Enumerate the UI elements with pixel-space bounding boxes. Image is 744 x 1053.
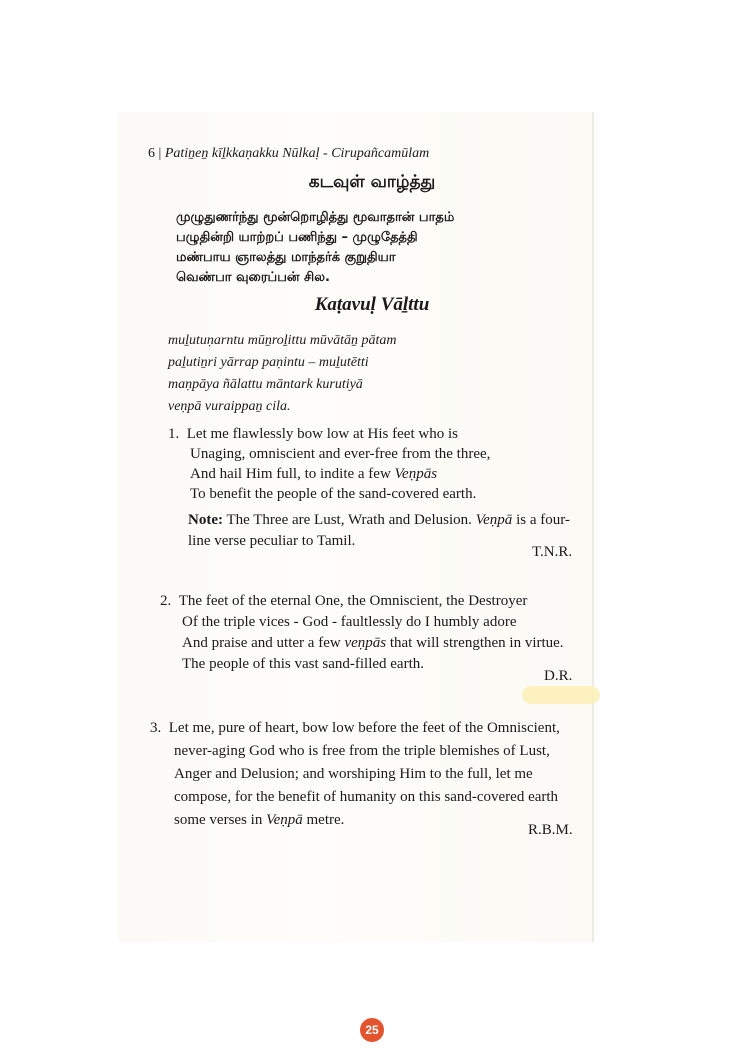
translation-number: 2.	[160, 593, 172, 609]
translator-signature: R.B.M.	[528, 822, 573, 838]
translator-signature: T.N.R.	[532, 544, 573, 560]
running-header	[148, 146, 429, 162]
translation-line: To benefit the people of the sand-covered earth.	[190, 486, 477, 502]
header-separator: |	[158, 146, 162, 161]
translit-line: paḻutiṉri yārrap paṇintu – muḻutētti	[168, 355, 369, 370]
transliterated-verse	[168, 330, 397, 418]
translation-line: Let me flawlessly bow low at His feet who is	[186, 426, 458, 442]
tamil-title: கடவுள் வாழ்த்து	[308, 172, 436, 192]
translator-signature: D.R.	[544, 668, 573, 684]
translation-2	[160, 591, 564, 675]
translation-line: some verses in Veṇpā metre.	[174, 812, 345, 828]
translation-number: 3.	[150, 720, 162, 736]
translit-line: maṇpāya ñālattu māntark kurutiyā	[168, 377, 363, 392]
note-label: Note:	[188, 512, 223, 528]
translation-number: 1.	[168, 426, 180, 442]
translation-line: The feet of the eternal One, the Omniscient, the Destroyer	[178, 593, 528, 609]
tamil-verse-line: வெண்பா வுரைப்பன் சில.	[176, 270, 330, 285]
note-italic-term: Veṇpā	[475, 512, 513, 528]
translation-note	[188, 510, 570, 552]
translation-1	[168, 424, 490, 504]
header-page-number: 6	[148, 146, 155, 161]
translation-line: Anger and Delusion; and worshiping Him to the full, let me	[174, 766, 533, 782]
translation-3	[150, 717, 560, 832]
note-text: is a four-	[512, 512, 570, 528]
tamil-verse-line: பழுதின்றி யாற்றப் பணிந்து – முழுதேத்தி	[176, 230, 418, 245]
header-title: Patiṉeṉ kīḻkkaṇakku Nūlkaḷ - Cirupañcamūlam	[164, 146, 430, 161]
translation-line: The people of this vast sand-filled earth.	[182, 656, 425, 672]
translation-line: Of the triple vices - God - faultlessly do I humbly adore	[182, 614, 517, 630]
tamil-verse	[176, 208, 454, 288]
tamil-verse-line: மண்பாய ஞாலத்து மாந்தர்க் குறுதியா	[176, 250, 396, 265]
tamil-verse-line: முழுதுணர்ந்து மூன்றொழித்து மூவாதான் பாதம்	[176, 210, 455, 225]
note-text: The Three are Lust, Wrath and Delusion.	[222, 512, 476, 528]
translit-line: muḻutuṇarntu mūṉroḻittu mūvātāṉ pātam	[168, 333, 397, 348]
translation-line: And hail Him full, to indite a few Veṇpās	[190, 466, 438, 482]
transliteration-title: Kaṭavuḷ Vāḻttu	[314, 294, 430, 315]
translit-line: veṇpā vuraippaṉ cila.	[168, 399, 291, 414]
page-number-badge: 25	[360, 1018, 384, 1042]
translation-line: compose, for the benefit of humanity on this sand-covered earth	[174, 789, 559, 805]
translation-line: Unaging, omniscient and ever-free from the three,	[190, 446, 491, 462]
translation-line: Let me, pure of heart, bow low before the feet of the Omniscient,	[168, 720, 560, 736]
highlighter-mark	[522, 686, 600, 704]
translation-line: And praise and utter a few veṇpās that will strengthen in virtue.	[182, 635, 564, 651]
translation-line: never-aging God who is free from the triple blemishes of Lust,	[174, 743, 550, 759]
note-line-2: line verse peculiar to Tamil.	[188, 533, 356, 549]
